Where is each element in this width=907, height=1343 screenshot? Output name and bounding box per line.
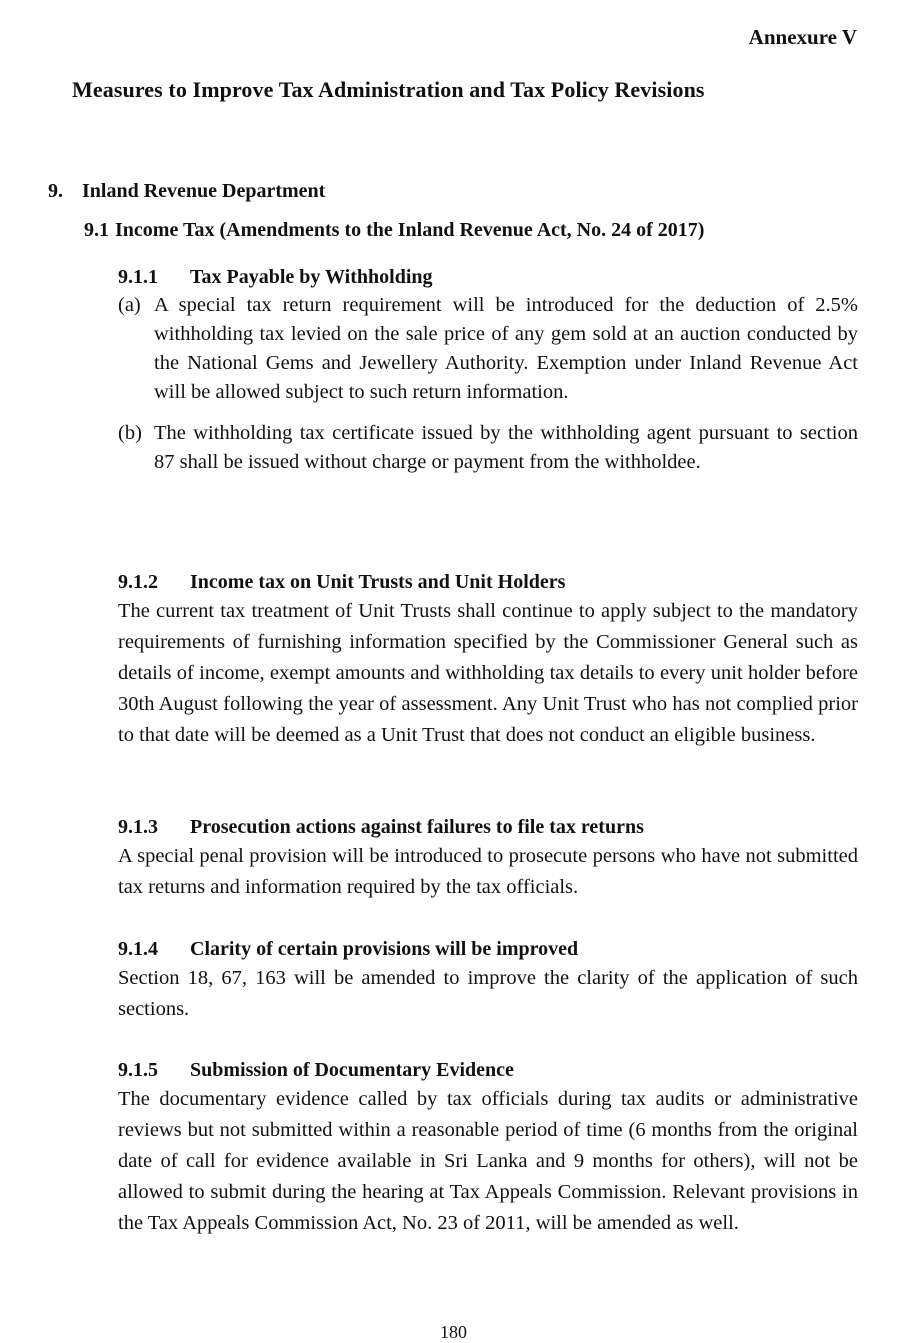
- subsection-number: 9.1.1: [118, 266, 158, 288]
- subsection-number: 9.1.3: [118, 816, 158, 838]
- subsection-9-1-1: [118, 263, 858, 477]
- subsection-title: Tax Payable by Withholding: [190, 266, 433, 288]
- page-number: 180: [440, 1322, 467, 1342]
- subsection-heading: [118, 263, 858, 291]
- annexure-label: Annexure V: [748, 25, 857, 49]
- list-item-a: [118, 291, 858, 407]
- subsection-heading: [118, 935, 858, 963]
- subsection-title: Clarity of certain provisions will be improved: [190, 938, 579, 960]
- subsection-title: Prosecution actions against failures to file tax returns: [190, 816, 644, 838]
- subsection-title: Submission of Documentary Evidence: [190, 1059, 514, 1081]
- subsection-body: The documentary evidence called by tax officials during tax audits or administrative reviews but not submitted within a reasonable period of time (6 months from the original date of call for evidence available in Sri Lanka and 9 months for others), will not be allowed to submit during the hearing at Tax Appeals Commission. Relevant provisions in the Tax Appeals Commission Act, No. 23 of 2011, will be amended as well.: [118, 1088, 858, 1234]
- subsection-9-1-5: [118, 1056, 858, 1239]
- list-marker: (a): [118, 294, 141, 316]
- subsection-9-1-2: [118, 568, 858, 751]
- subsection-heading: [118, 568, 858, 596]
- chapter-heading: [48, 180, 325, 203]
- subsection-9-1-4: [118, 935, 858, 1025]
- subsection-heading: [118, 1056, 858, 1084]
- list-marker: (b): [118, 422, 142, 444]
- subsection-number: 9.1.4: [118, 938, 158, 960]
- subsection-body: The current tax treatment of Unit Trusts shall continue to apply subject to the mandatory requirements of furnishing information specified by the Commissioner General such as details of income, exempt amounts and withholding tax details to every unit holder before 30th August following the year of assessment. Any Unit Trust who has not complied prior to that date will be deemed as a Unit Trust that does not conduct an eligible business.: [118, 600, 858, 746]
- subsection-body: A special penal provision will be introduced to prosecute persons who have not submitted tax returns and information required by the tax officials.: [118, 845, 858, 898]
- list-item-text: A special tax return requirement will be introduced for the deduction of 2.5% withholding tax levied on the sale price of any gem sold at an auction conducted by the National Gems and Jewellery Authority. Exemption under Inland Revenue Act will be allowed subject to such return information.: [154, 294, 858, 403]
- section-number: 9.1: [84, 219, 109, 241]
- document-title: Measures to Improve Tax Administration and Tax Policy Revisions: [72, 77, 705, 102]
- chapter-number: 9.: [48, 180, 63, 202]
- section-title: Income Tax (Amendments to the Inland Revenue Act, No. 24 of 2017): [115, 219, 705, 241]
- subsection-title: Income tax on Unit Trusts and Unit Holders: [190, 571, 566, 593]
- subsection-9-1-3: [118, 813, 858, 903]
- subsection-number: 9.1.2: [118, 571, 158, 593]
- subsection-heading: [118, 813, 858, 841]
- list-item-b: [118, 419, 858, 477]
- section-heading: [84, 219, 704, 242]
- subsection-body: Section 18, 67, 163 will be amended to improve the clarity of the application of such sections.: [118, 967, 858, 1020]
- subsection-number: 9.1.5: [118, 1059, 158, 1081]
- chapter-title: Inland Revenue Department: [82, 180, 326, 202]
- list-item-text: The withholding tax certificate issued by the withholding agent pursuant to section 87 shall be issued without charge or payment from the withholdee.: [154, 422, 858, 473]
